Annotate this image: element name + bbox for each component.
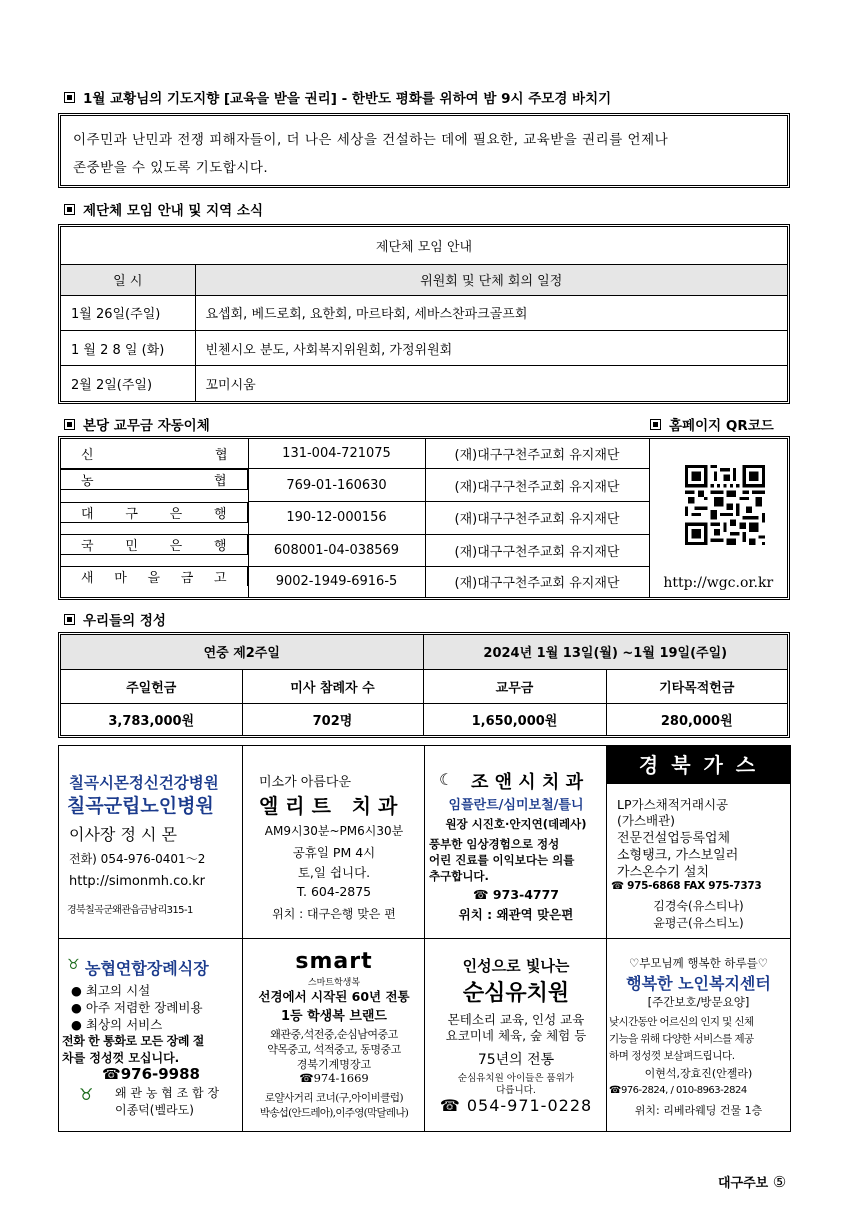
smart-people: 박송섭(안드레아),이주영(막달레나) [259,1107,409,1119]
prayer-line-1: 이주민과 난민과 전쟁 피해자들이, 더 나은 세상을 건설하는 데에 필요한, 교육받을 권리를 언제나 [73,132,669,148]
meetings-section-title [64,199,263,219]
meeting-detail: 요셉회, 베드로회, 요한회, 마르타회, 세바스찬파크골프회 [195,295,787,330]
footer-label: 대구주보 [718,1176,769,1191]
bullet-icon: ● [71,1017,86,1032]
joan-location: 위치 : 왜관역 맞은편 [458,907,574,922]
offering-header: 주일헌금 [61,669,242,703]
gas-line: 소형탱크, 가스보일러 [617,848,739,863]
dental-name: 엘 리 트 치 과 [259,794,398,818]
offerings-table [61,635,787,735]
gas-line: (가스배관) [617,813,676,828]
account-number: 769-01-160630 [248,469,425,502]
dental-hours: AM9시30분~PM6시30분 [264,824,404,838]
banking-table [61,439,787,597]
smart-sub: 스마트학생복 [307,978,361,988]
square-bullet-icon [64,419,75,430]
nonghyup-logo-icon: ♉ [79,1085,94,1104]
offering-header: 미사 참례자 수 [242,669,423,703]
funeral-bullet: 최고의 시설 [85,983,151,998]
account-holder: (재)대구구천주교회 유지재단 [425,534,649,566]
ad-gyeongbuk-gas [607,746,790,939]
gas-phone: ☎ 975-6868 FAX 975-7373 [611,880,762,892]
offering-value: 1,650,000원 [423,703,606,735]
funeral-text: 전화 한 통화로 모든 장례 절 [62,1034,205,1048]
bank-name: 국 민 은 행 [61,534,248,555]
nonghyup-logo-icon: ♉ [67,957,80,973]
dental-closed-days: 토,일 쉽니다. [297,865,371,880]
banking-section-title-text: 본당 교무금 자동이체 [83,418,210,434]
welfare-type: [주간보호/방문요양] [647,995,750,1009]
qr-section-title [650,414,774,434]
dental-holiday-hours: 공휴일 PM 4시 [292,845,376,860]
square-bullet-icon [64,614,75,625]
joan-desc: 추구합니다. [429,869,489,883]
meetings-table-title: 제단체 모임 안내 [61,227,787,264]
joan-name: 조 앤 시 치 과 [471,772,584,793]
smart-line: 1등 학생복 브랜드 [280,1009,387,1024]
account-holder: (재)대구구천주교회 유지재단 [425,502,649,534]
offering-value: 702명 [242,703,423,735]
joan-desc: 어린 진료를 이익보다는 의를 [429,853,575,867]
funeral-bullet: 최상의 서비스 [85,1017,163,1032]
kinder-note: 다릅니다. [496,1085,536,1096]
gas-person: 김경숙(유스티나) [653,899,744,913]
welfare-desc: 낮시간동안 어르신의 인지 및 신체 [609,1016,754,1028]
ad-kindergarten [425,939,607,1131]
joan-logo-icon: ☾ [439,770,454,789]
funeral-phone: ☎976-9988 [102,1065,200,1083]
bank-name: 대 구 은 행 [61,502,248,523]
qr-code-icon[interactable] [682,465,768,545]
joan-desc: 풍부한 임상경험으로 정성 [429,837,560,851]
dental-tagline: 미소가 아름다운 [259,775,352,790]
kinder-desc: 요코미네 체육, 숲 체험 등 [445,1028,587,1043]
funeral-bullet: 아주 저렴한 장례비용 [85,1000,203,1015]
page-number: ⑤ [772,1173,787,1191]
dental-phone: T. 604-2875 [296,884,372,899]
kinder-phone: ☎ 054-971-0228 [439,1096,593,1115]
account-number: 608001-04-038569 [248,534,425,566]
offering-header: 기타목적헌금 [606,669,787,703]
welfare-desc: 기능을 위해 다양한 서비스를 제공 [609,1033,754,1045]
account-number: 9002-1949-6916-5 [248,566,425,597]
hospital-name-1: 칠곡시몬정신건강병원 [69,774,219,792]
kinder-tradition: 75년의 전통 [477,1052,555,1068]
joan-phone: ☎ 973-4777 [473,887,559,902]
gas-line: 가스온수기 설치 [617,865,710,880]
account-number: 190-12-000156 [248,502,425,534]
offerings-section-title [64,609,166,629]
welfare-phone: ☎976-2824, / 010-8963-2824 [609,1085,747,1096]
bank-name: 새 마 을 금 고 [61,566,248,586]
welfare-desc: 하며 정성껏 보살펴드립니다. [609,1050,735,1062]
welfare-location: 위치: 리베라웨딩 건물 1층 [634,1104,763,1117]
ad-hospital [59,746,243,939]
prayer-box [58,113,790,188]
kinder-note: 순심유치원 아이들은 품위가 [457,1073,575,1084]
offering-value: 280,000원 [606,703,787,735]
bank-name: 신 협 [81,448,228,464]
square-bullet-icon [650,419,661,430]
smart-address: 로얄사거리 코너(구,아이비클럽) [264,1092,404,1104]
kinder-tagline: 인성으로 빛나는 [462,957,570,975]
offerings-period: 2024년 1월 13일(월) ~1월 19일(주일) [423,635,787,669]
offerings-week: 연중 제2주일 [61,635,423,669]
gas-name: 경 북 가 스 [607,746,790,784]
meetings-col-detail: 위원회 및 단체 회의 일정 [195,264,787,295]
homepage-url[interactable]: http://wgc.or.kr [663,575,774,591]
meetings-table [61,227,787,401]
meeting-detail: 빈첸시오 분도, 사회복지위원회, 가정위원회 [195,331,787,366]
dental-location: 위치 : 대구은행 맞은 편 [272,907,396,921]
funeral-org: 왜 관 농 협 조 합 장 [115,1086,220,1100]
smart-phone: ☎974-1669 [299,1071,369,1085]
welfare-people: 이현석,장효진(안젤라) [644,1067,753,1080]
smart-school: 경북기계명장고 [296,1058,372,1071]
smart-line: 선경에서 시작된 60년 전통 [258,989,410,1004]
hospital-director: 이사장 정 시 몬 [69,825,177,844]
funeral-person: 이종덕(벨라도) [115,1103,194,1117]
joan-services: 임플란트/심미보철/틀니 [448,798,584,813]
bullet-icon: ● [71,983,86,998]
meeting-date: 2월 2일(주일) [61,366,195,401]
gas-line: 전문건설업등록업체 [617,831,731,846]
bank-name: 농 협 [61,469,248,490]
qr-section-title-text: 홈페이지 QR코드 [669,418,774,434]
meeting-date: 1월 26일(주일) [61,295,195,330]
account-holder: (재)대구구천주교회 유지재단 [425,566,649,597]
smart-school: 왜관중,석전중,순심남여중고 [270,1028,398,1041]
funeral-name: 농협연합장례식장 [85,959,209,978]
meeting-detail: 꼬미시움 [195,366,787,401]
meetings-section-title-text: 제단체 모임 안내 및 지역 소식 [83,203,263,219]
gas-person: 윤평근(유스티노) [653,916,744,930]
account-number: 131-004-721075 [248,439,425,469]
offerings-section-title-text: 우리들의 정성 [83,613,166,629]
welfare-tagline: ♡부모님께 행복한 하루를♡ [628,956,769,970]
bullet-icon: ● [71,1000,86,1015]
ad-funeral-hall [59,939,243,1131]
welfare-name: 행복한 노인복지센터 [626,974,771,993]
offering-value: 3,783,000원 [61,703,242,735]
meetings-table-box [58,224,790,404]
smart-logo: smart [295,949,373,974]
funeral-text: 차를 정성껏 모십니다. [62,1051,180,1065]
account-holder: (재)대구구천주교회 유지재단 [425,469,649,502]
joan-directors: 원장 시진호·안지연(데레사) [445,817,587,831]
account-holder: (재)대구구천주교회 유지재단 [425,439,649,469]
ad-elite-dental [243,746,425,939]
kinder-desc: 몬테소리 교육, 인성 교육 [447,1012,585,1027]
square-bullet-icon [64,92,75,103]
banking-section-title [64,414,210,434]
meeting-date: 1 월 2 8 일 (화) [61,331,195,366]
hospital-phone: 전화) 054-976-0401～2 [69,852,206,866]
square-bullet-icon [64,204,75,215]
offering-header: 교무금 [423,669,606,703]
ads-grid [58,745,791,1132]
prayer-title-text: 1월 교황님의 기도지향 [교육을 받을 권리] - 한반도 평화를 위하여 밤 9시 주모경 바치기 [83,91,612,107]
ad-smart-uniform [243,939,425,1131]
kinder-name: 순심유치원 [462,981,570,1006]
prayer-title [64,87,611,107]
hospital-name-2: 칠곡군립노인병원 [67,795,214,817]
ad-welfare-center [607,939,790,1131]
offerings-table-box [58,632,790,738]
ad-joan-dental [425,746,607,939]
gas-line: LP가스채적거래시공 [617,797,729,812]
hospital-address: 경북칠곡군왜관읍금남리315-1 [67,905,193,916]
banking-table-box [58,436,790,600]
prayer-line-2: 존중받을 수 있도록 기도합시다. [73,160,269,176]
smart-school: 약목중고, 석적중고, 동명중고 [267,1043,401,1056]
hospital-url[interactable]: http://simonmh.co.kr [69,874,205,889]
meetings-col-date: 일 시 [61,264,195,295]
footer [718,1172,786,1191]
